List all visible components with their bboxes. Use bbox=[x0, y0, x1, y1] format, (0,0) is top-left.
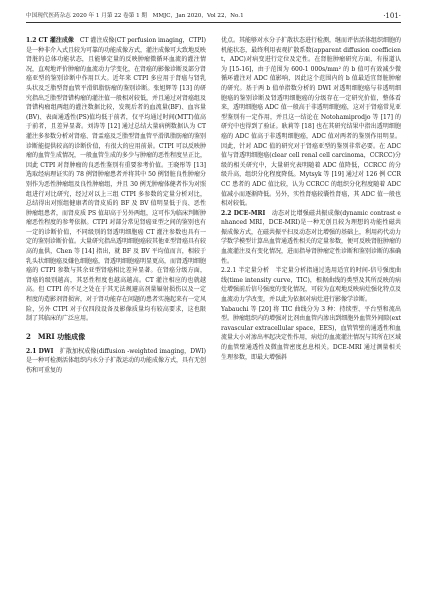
journal-running-title: 中国现代医药杂志 2020 年 1 月第 22 卷第 1 期 MMJC，Jan 2020，Vol 22，No.1 bbox=[26, 13, 244, 19]
dce-mri-text: 动态对比增强磁共振成像(dynamic contrast enhanced MRI，DCE-MRI)是一种无创且较为理想的功能性磁共振成像方式，在磁共振平扫及动态对比增强的基础上，利用药代动力学数学模型计算出血管通透性相关的定量参数，便可反映肾脏肿瘤的血流灌注及有变化情况，进而指导肾肿瘤定性诊断和鉴别诊断的准确性。 bbox=[221, 209, 401, 265]
left-column bbox=[26, 36, 206, 596]
dwi-text: 扩散加权成像(diffusion -weighted imaging，DWI)是一种可检测活体组织内水分子扩散运动的功能成像方式，具有无创伤和可重复的 bbox=[26, 347, 206, 374]
ct-perfusion-paragraph bbox=[26, 36, 206, 324]
page-number: ·101· bbox=[383, 12, 401, 20]
section-2-heading: 2 MRI 功能成像 bbox=[26, 331, 86, 341]
tic-paragraph: Yabauchi 等 [20] 将 TIC 曲线分为 3 种：持续型、平台型和流出型。肿瘤组织内的增强对比剂由血管内渗出到细胞外血管外间隙(extravascular extracellular space，EES)，血管管壁的通透性和血流量大小对渗出率起决定性作用，病灶的血流灌注情况与其所在区域的血管壁通透性及微血管密度息息相关。DCE-MRI 通过测量相关生理参数，即最大增强斜 bbox=[221, 305, 401, 361]
semi-quantitative-paragraph: 2.2.1 半定量分析 半定量分析指通过选用适宜的时间-信号强度曲线(time intensity curve，TIC)，根据曲线的类型及其所反映的病灶增强前后信号强度的变化情况，可较为直观地反映病灶强化特点及血流动力学改变，并以此为依据对病灶进行影像学诊断。 bbox=[221, 267, 401, 304]
dwi-continued-paragraph: 优点。其能够对水分子扩散状态进行检测，继而评估活体组织细胞的机能状态，最终利用表观扩散系数(apparent diffusion coefficient，ADC)对病变进行定位及定性。在肾脏肿瘤研究方面，有报道认为 [15-16]，由于范围为 600-1 000s/mm² 的 b 值可有效减少微循环灌注对 ADC 值影响，因此这个范围内的 b 值最适宜肾脏肿瘤的研究。基于两 b 值单指数分析的 DWI 对透明细胞癌与非透明细胞癌的鉴别诊断及肾透明细胞癌的分级存在一定研究价值，整体看来，透明细胞癌 ADC 值一般高于非透明细胞癌，这对于肾癌常见亚型鉴别有一定作用，并且这一结论在 Notohamiprodjo 等 [17] 的研究中也得到了验证。耿莉等 [18] 也在其研究结果中指出透明细胞癌的 ADC 值高于非透明细胞癌，ADC 值对两者的鉴别作用明显。因此，针对 ADC 值的研究对于肾癌亚型的鉴别非常必要。在 ADC 值与肾透明细胞癌(clear cell renal cell carcinoma，CCRCC)分级的相关研究中，大量研究表明随着 ADC 值降低，CCRCC 的分级升高，组织分化程度降低。Mytsyk 等 [19] 通过对 126 例 CCRCC 患者的 ADC 值比较，认为 CCRCC 的组织分化程度随着 ADC 值减小而逐渐降低。另外，实性肾癌较囊性肾癌，其 ADC 值一般也相对较低。 bbox=[221, 37, 401, 208]
ct-perfusion-text: CT 灌注成像(CT perfusion imaging，CTPI)是一种非介入式且较为可靠的功能成像方式，灌注成像可大致地反映肾脏的总体功能状态，且能够定量的反映肿瘤微循环血流的灌注情况，直观地评价肿瘤的血流动力学变化，在肾癌的影像诊断及部分肾癌亚型的鉴别诊断中作用巨大。近年来 CTPI 多应用于肾癌与肾乳头状及乏脂型肾血管平滑肌脂肪瘤的鉴别诊断。张旭辉等 [13] 的研究指出乏脂型肾错构瘤的灌注值一般相对较低，并且通过对肾癌组及肾错构瘤组两组的灌注数据比较，发现后者的血流量(BF)、血容量(BV)、表面通透性(PS)值均低于前者，仅平均通过时间(MTT)值高于前者，且差异显著。刘涛等 [12] 通过总结大量病例数据认为 CT 灌注多参数分析对肾癌、肾盂癌及乏脂型肾血管平滑肌脂肪瘤的鉴别诊断能提供较高的诊断价值，有很大的应用前景。CTPI 可以反映肿瘤的血管生成情况，一般血管生成的多少与肿瘤的恶性程度呈正比，因此 CTPI 对肾肿瘤的良恶性鉴别有重要参考价值。王晓彤等 [13] 选取经病理证实的 78 例肾肿瘤患者并将其中 50 例肾脏良性肿瘤分别作为恶性肿瘤组及良性肿瘤组，并且 30 例无肿瘤体健者作为对照组进行对比研究，经过对以上三组 CTPI 多参数的定量分析对比，总结得出对照组健康者的肾皮质的 BF 及 BV 值明显低于良、恶性肿瘤组患者，而肾皮质 PS 值却高于另外两组，这可作为临床判断肿瘤恶性程度的参考依据。CTPI 对部分常见肾癌亚型之间的鉴别也有一定的诊断价值，不同级别的肾透明细胞癌 CT 灌注参数也具有一定的鉴别诊断价值。大量研究指出透明细胞癌较其他亚型肾癌具有较高的血供，Chen 等 [14] 指出，就 BF 及 BV 平均值而言，相较于乳头状细胞癌及嫌色细胞癌，肾透明细胞癌明显更高，而肾透明细胞癌的 CTPI 参数与其余亚型肾癌相比差异显著。在肾癌分级方面，肾癌的级别越高，其恶性程度也越高越高。CT 灌注相应的也就越高。但 CTPI 的不足之处在于其无法规避高剂量辐射损伤以及一定程度的造影剂肾损害，对于肾功能存在问题的患者实施起来有一定风险，另外 CTPI 对于仅四段设备及影像质量均有较高要求，这也限制了其临床的广泛应用。 bbox=[26, 37, 206, 323]
right-column bbox=[221, 36, 401, 596]
page-header bbox=[26, 10, 401, 23]
dwi-paragraph bbox=[26, 347, 206, 376]
article-body bbox=[26, 36, 401, 596]
section-1-2-heading: 1.2 CT 灌注成像 bbox=[26, 37, 74, 44]
section-2-1-heading: 2.1 DWI bbox=[26, 347, 54, 355]
section-2-2-heading: 2.2 DCE-MRI bbox=[221, 209, 266, 217]
dce-mri-paragraph bbox=[221, 209, 401, 267]
